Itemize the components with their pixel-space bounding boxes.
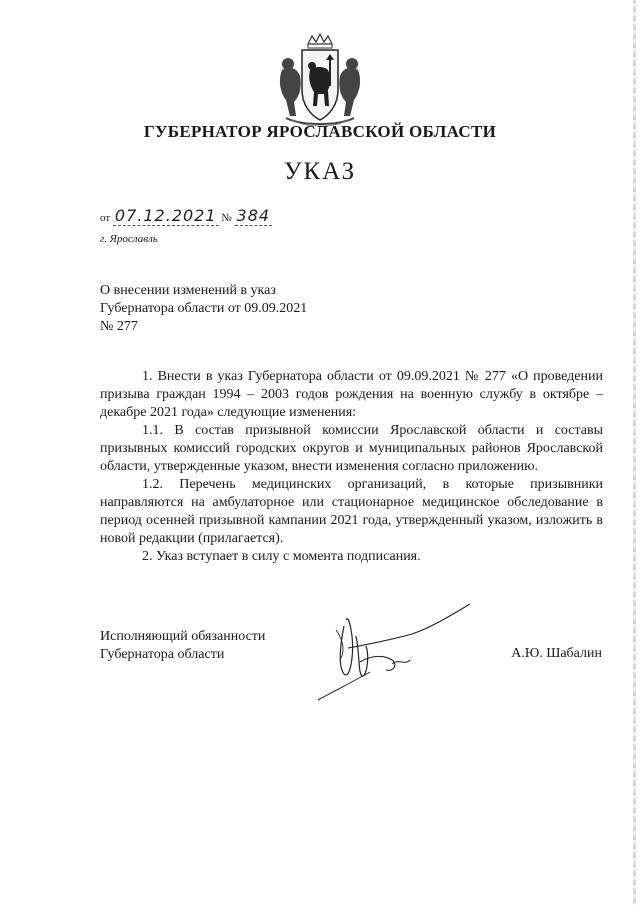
- document-body: [100, 368, 603, 566]
- document-type-title: УКАЗ: [283, 158, 357, 185]
- coat-of-arms-icon: [272, 30, 368, 130]
- date-number-line: [100, 206, 272, 225]
- signatory-role-line-2: Губернатора области: [100, 647, 225, 662]
- document-date: 07.12.2021: [114, 206, 217, 225]
- issuing-authority: ГУБЕРНАТОР ЯРОСЛАВСКОЙ ОБЛАСТИ: [143, 122, 497, 141]
- subject-line-3: № 277: [100, 319, 138, 334]
- paragraph-1: 1. Внести в указ Губернатора области от 09.09.2021 № 277 «О проведении призыва граждан 1994 – 2003 годов рождения на военную службу в октябре – декабре 2021 года» следующие изменения:: [100, 369, 603, 420]
- issue-city: г. Ярославль: [100, 233, 158, 245]
- paragraph-1-1: 1.1. В состав призывной комиссии Ярославской области и составы призывных комиссий городских округов и муниципальных районов Ярославской области, утвержденные указом, внести изменения согласно приложению.: [100, 423, 603, 474]
- paragraph-1-2: 1.2. Перечень медицинских организаций, в которые призывники направляются на амбулаторное или стационарное медицинское обследование в период осенней призывной кампании 2021 года, утвержденный указом, изложить в новой редакции (прилагается).: [100, 477, 603, 546]
- signatory-role: [100, 628, 265, 664]
- subject-line-2: Губернатора области от 09.09.2021: [100, 301, 308, 316]
- signatory-name: А.Ю. Шабалин: [511, 646, 602, 661]
- number-prefix: №: [221, 212, 232, 224]
- date-prefix: от: [100, 212, 111, 224]
- handwritten-signature: [300, 596, 480, 706]
- signatory-role-line-1: Исполняющий обязанности: [100, 629, 266, 644]
- subject-line-1: О внесении изменений в указ: [100, 283, 276, 298]
- document-number: 384: [236, 206, 271, 225]
- document-subject: [100, 282, 360, 336]
- paragraph-2: 2. Указ вступает в силу с момента подписания.: [142, 549, 421, 564]
